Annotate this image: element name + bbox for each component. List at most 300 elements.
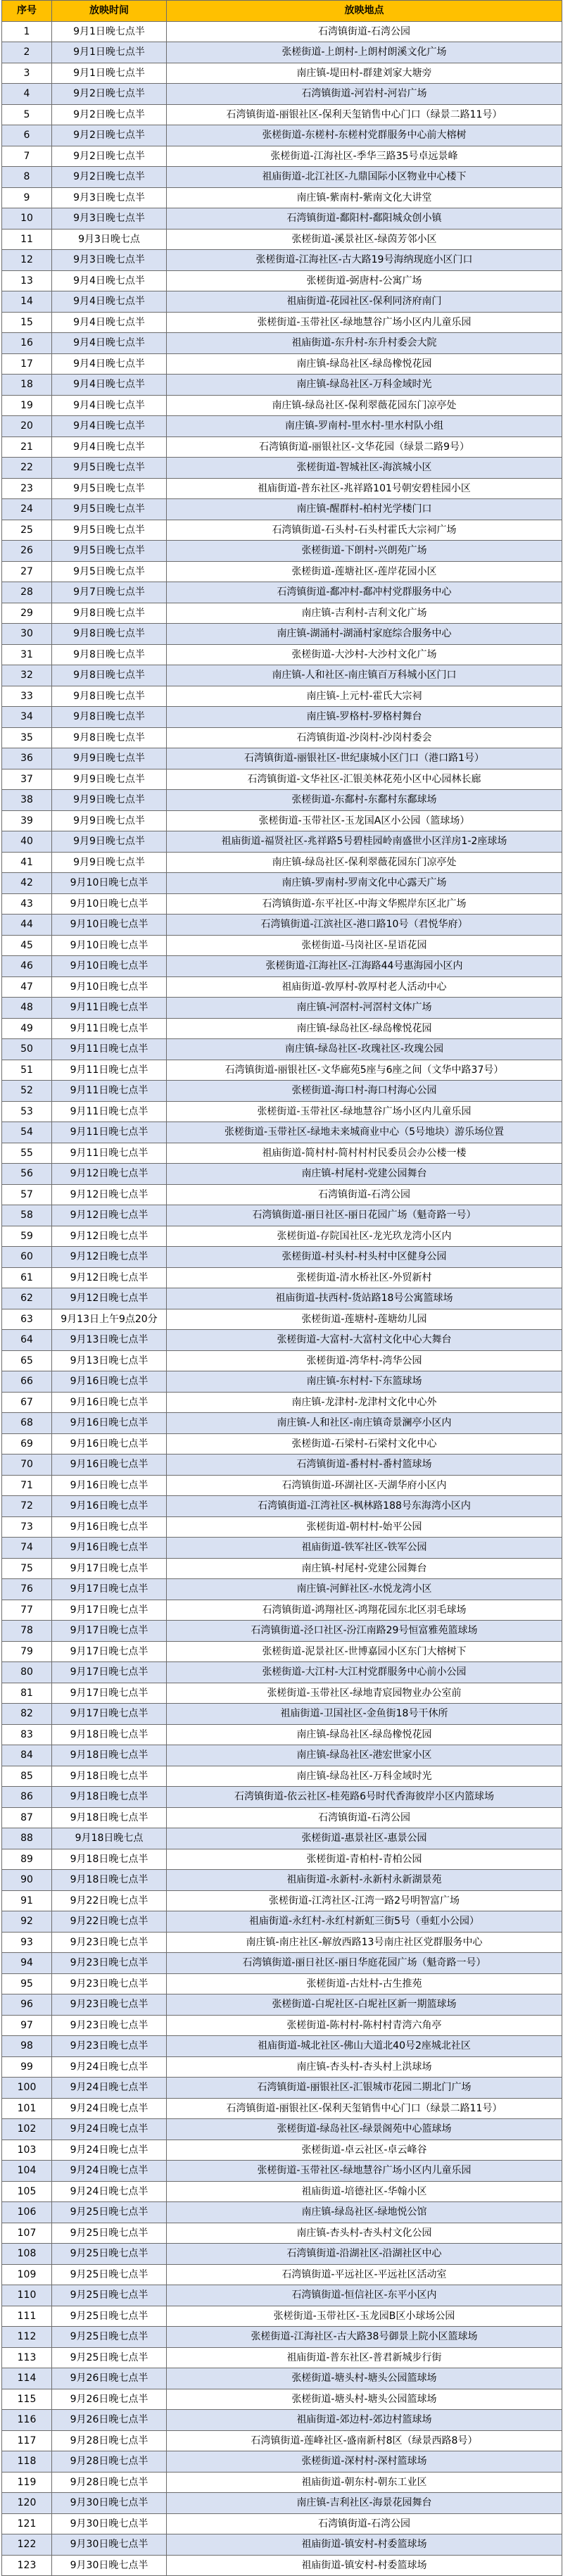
cell-location: 张槎街道-江海社区-古大路19号海纳现庭小区门口 [167, 250, 562, 271]
cell-time: 9月18日晚七点半 [52, 1766, 167, 1787]
cell-index: 76 [2, 1579, 52, 1600]
cell-index: 11 [2, 229, 52, 250]
cell-time: 9月24日晚七点半 [52, 2181, 167, 2202]
cell-index: 25 [2, 520, 52, 541]
cell-location: 南庄镇-绿岛社区-万科金域时光 [167, 1766, 562, 1787]
table-row [2, 229, 562, 250]
table-row [2, 2451, 562, 2473]
cell-location: 石湾镇街道-东平社区-中海文华熙岸东区北广场 [167, 893, 562, 915]
cell-index: 10 [2, 208, 52, 230]
cell-time: 9月10日晚七点半 [52, 873, 167, 894]
cell-time: 9月12日晚七点半 [52, 1288, 167, 1309]
cell-index: 20 [2, 416, 52, 437]
cell-index: 38 [2, 790, 52, 811]
cell-time: 9月1日晚七点半 [52, 21, 167, 42]
cell-time: 9月17日晚七点半 [52, 1641, 167, 1662]
cell-time: 9月4日晚七点半 [52, 375, 167, 396]
cell-location: 张槎街道-东槎村-东槎村党群服务中心前大榕树 [167, 125, 562, 146]
cell-time: 9月25日晚七点半 [52, 2285, 167, 2306]
cell-time: 9月18日晚七点半 [52, 1724, 167, 1745]
cell-index: 35 [2, 727, 52, 748]
cell-index: 24 [2, 499, 52, 520]
table-row [2, 1807, 562, 1828]
cell-time: 9月8日晚七点半 [52, 665, 167, 686]
cell-location: 张槎街道-白坭社区-白坭社区新一期篮球场 [167, 1994, 562, 2016]
table-row [2, 21, 562, 42]
cell-index: 92 [2, 1911, 52, 1933]
table-row [2, 1724, 562, 1745]
cell-time: 9月5日晚七点半 [52, 520, 167, 541]
cell-location: 张槎街道-大富村-大富村文化中心大舞台 [167, 1330, 562, 1351]
table-row [2, 2264, 562, 2285]
cell-time: 9月10日晚七点半 [52, 893, 167, 915]
cell-time: 9月24日晚七点半 [52, 2078, 167, 2099]
cell-location: 张槎街道-湾华村-湾华公园 [167, 1350, 562, 1371]
table-row [2, 810, 562, 831]
table-row [2, 2368, 562, 2389]
cell-index: 116 [2, 2410, 52, 2431]
cell-time: 9月4日晚七点半 [52, 416, 167, 437]
cell-location: 南庄镇-罗南村-罗南文化中心露天广场 [167, 873, 562, 894]
cell-time: 9月4日晚七点半 [52, 353, 167, 375]
cell-index: 82 [2, 1704, 52, 1725]
cell-location: 祖庙街道-花园社区-保利同济府南门 [167, 291, 562, 313]
cell-location: 祖庙街道-培德社区-华翰小区 [167, 2181, 562, 2202]
cell-time: 9月17日晚七点半 [52, 1558, 167, 1579]
cell-location: 石湾镇街道-平远社区-平远社区活动室 [167, 2264, 562, 2285]
cell-time: 9月4日晚七点半 [52, 333, 167, 354]
cell-index: 104 [2, 2161, 52, 2182]
cell-time: 9月13日晚七点半 [52, 1330, 167, 1351]
cell-index: 17 [2, 353, 52, 375]
cell-time: 9月12日晚七点半 [52, 1267, 167, 1288]
cell-location: 祖庙街道-铁军社区-铁军公园 [167, 1538, 562, 1559]
table-row [2, 1994, 562, 2016]
table-row [2, 270, 562, 291]
table-row [2, 1496, 562, 1517]
cell-index: 15 [2, 312, 52, 333]
table-row [2, 1890, 562, 1911]
cell-index: 65 [2, 1350, 52, 1371]
cell-location: 南庄镇-吉利社区-海景花园舞台 [167, 2493, 562, 2514]
cell-location: 石湾镇街道-依云社区-桂苑路6号时代香海彼岸小区内篮球场 [167, 1787, 562, 1808]
cell-index: 54 [2, 1122, 52, 1143]
cell-time: 9月18日晚七点半 [52, 1745, 167, 1766]
cell-location: 张槎街道-江海社区-江海路44号惠海园小区内 [167, 956, 562, 977]
table-row [2, 831, 562, 853]
table-row [2, 2140, 562, 2161]
cell-time: 9月25日晚七点半 [52, 2264, 167, 2285]
cell-time: 9月26日晚七点半 [52, 2389, 167, 2410]
table-row [2, 1745, 562, 1766]
cell-index: 101 [2, 2098, 52, 2119]
table-row [2, 790, 562, 811]
table-row [2, 935, 562, 956]
cell-location: 南庄镇-绿岛社区-绿岛橡悦花园 [167, 1724, 562, 1745]
cell-location: 张槎街道-江海社区-季华三路35号卓远景峰 [167, 146, 562, 167]
table-row [2, 644, 562, 665]
cell-location: 石湾镇街道-丽日社区-丽日华庭花园广场（魁奇路一号） [167, 1953, 562, 1974]
table-row [2, 561, 562, 582]
cell-location: 石湾镇街道-丽银社区-保利天玺销售中心门口（绿景二路11号） [167, 2098, 562, 2119]
table-row [2, 541, 562, 562]
cell-index: 21 [2, 436, 52, 458]
cell-index: 45 [2, 935, 52, 956]
cell-index: 56 [2, 1164, 52, 1185]
cell-time: 9月8日晚七点半 [52, 603, 167, 624]
cell-time: 9月9日晚七点半 [52, 831, 167, 853]
cell-location: 张槎街道-青柏村-青柏公园 [167, 1849, 562, 1870]
cell-location: 张槎街道-塘头村-塘头公园篮球场 [167, 2368, 562, 2389]
cell-time: 9月28日晚七点半 [52, 2430, 167, 2451]
cell-index: 74 [2, 1538, 52, 1559]
table-row [2, 2015, 562, 2036]
cell-location: 张槎街道-东鄱村-东鄱村东鄱球场 [167, 790, 562, 811]
cell-location: 张槎街道-石梁村-石梁村文化中心 [167, 1433, 562, 1455]
cell-time: 9月11日晚七点半 [52, 1081, 167, 1102]
cell-index: 3 [2, 63, 52, 84]
table-row [2, 1184, 562, 1205]
cell-index: 39 [2, 810, 52, 831]
table-row [2, 436, 562, 458]
cell-location: 张槎街道-玉带社区-绿地慧谷广场小区内儿童乐园 [167, 2161, 562, 2182]
cell-time: 9月13日晚七点半 [52, 1350, 167, 1371]
cell-location: 祖庙街道-郊边村-郊边村篮球场 [167, 2410, 562, 2431]
table-row [2, 208, 562, 230]
cell-location: 南庄镇-杏头村-杏头村上洪球场 [167, 2056, 562, 2078]
cell-time: 9月16日晚七点半 [52, 1538, 167, 1559]
cell-time: 9月5日晚七点半 [52, 541, 167, 562]
cell-time: 9月8日晚七点半 [52, 624, 167, 645]
cell-time: 9月2日晚七点半 [52, 125, 167, 146]
cell-location: 张槎街道-卓云社区-卓云峰谷 [167, 2140, 562, 2161]
table-row [2, 2347, 562, 2368]
cell-index: 57 [2, 1184, 52, 1205]
cell-index: 5 [2, 104, 52, 125]
cell-time: 9月23日晚七点半 [52, 1973, 167, 1994]
cell-location: 石湾镇街道-石湾公园 [167, 1807, 562, 1828]
cell-location: 南庄镇-绿岛社区-万科金域时光 [167, 375, 562, 396]
table-row [2, 2098, 562, 2119]
cell-index: 94 [2, 1953, 52, 1974]
cell-index: 86 [2, 1787, 52, 1808]
table-row [2, 2306, 562, 2327]
cell-time: 9月23日晚七点半 [52, 2036, 167, 2057]
cell-location: 张槎街道-大江村-大江村党群服务中心前小公园 [167, 1662, 562, 1683]
cell-location: 张槎街道-古灶村-古生推苑 [167, 1973, 562, 1994]
cell-location: 南庄镇-村尾村-党建公园舞台 [167, 1164, 562, 1185]
cell-index: 55 [2, 1143, 52, 1164]
cell-index: 90 [2, 1870, 52, 1891]
cell-time: 9月16日晚七点半 [52, 1433, 167, 1455]
table-row [2, 291, 562, 313]
cell-time: 9月18日晚七点半 [52, 1849, 167, 1870]
cell-index: 93 [2, 1932, 52, 1953]
cell-location: 祖庙街道-镇安村-村委篮球场 [167, 2534, 562, 2556]
cell-location: 祖庙街道-简村村-简村村村民委员会办公楼一楼 [167, 1143, 562, 1164]
table-row [2, 1413, 562, 1434]
cell-location: 石湾镇街道-丽银社区-保利天玺销售中心门口（绿景二路11号） [167, 104, 562, 125]
cell-index: 40 [2, 831, 52, 853]
cell-time: 9月9日晚七点半 [52, 769, 167, 790]
cell-index: 81 [2, 1683, 52, 1704]
cell-time: 9月16日晚七点半 [52, 1516, 167, 1538]
cell-location: 南庄镇-龙津村-龙津村文化中心外 [167, 1392, 562, 1413]
cell-index: 33 [2, 686, 52, 707]
table-row [2, 2161, 562, 2182]
cell-index: 113 [2, 2347, 52, 2368]
cell-time: 9月3日晚七点半 [52, 250, 167, 271]
table-row [2, 187, 562, 208]
cell-location: 南庄镇-吉利村-吉利文化广场 [167, 603, 562, 624]
table-row [2, 2430, 562, 2451]
cell-time: 9月9日晚七点半 [52, 790, 167, 811]
cell-index: 53 [2, 1101, 52, 1122]
cell-location: 祖庙街道-永新村-永新村永新湖景苑 [167, 1870, 562, 1891]
cell-location: 石湾镇街道-丽日社区-丽日花园广场（魁奇路一号） [167, 1205, 562, 1226]
table-row [2, 1787, 562, 1808]
cell-location: 南庄镇-人和社区-南庄镇奇景澜亭小区内 [167, 1413, 562, 1434]
cell-location: 石湾镇街道-泾口社区-汾江南路29号恒富雅苑篮球场 [167, 1621, 562, 1642]
cell-index: 52 [2, 1081, 52, 1102]
cell-index: 22 [2, 458, 52, 479]
cell-index: 37 [2, 769, 52, 790]
table-row [2, 1579, 562, 1600]
cell-index: 118 [2, 2451, 52, 2473]
cell-location: 南庄镇-堤田村-群建刘家大塘旁 [167, 63, 562, 84]
table-row [2, 2389, 562, 2410]
cell-index: 36 [2, 748, 52, 769]
table-row [2, 1018, 562, 1039]
table-row [2, 1849, 562, 1870]
cell-index: 31 [2, 644, 52, 665]
table-row [2, 976, 562, 998]
cell-time: 9月17日晚七点半 [52, 1662, 167, 1683]
cell-location: 祖庙街道-永红村-永红村新虹三街5号（垂虹小公园） [167, 1911, 562, 1933]
cell-index: 9 [2, 187, 52, 208]
cell-index: 115 [2, 2389, 52, 2410]
cell-time: 9月17日晚七点半 [52, 1600, 167, 1621]
header-index: 序号 [2, 1, 52, 22]
cell-index: 85 [2, 1766, 52, 1787]
table-row [2, 1953, 562, 1974]
cell-location: 张槎街道-溪景社区-绿茵芳邻小区 [167, 229, 562, 250]
cell-index: 105 [2, 2181, 52, 2202]
cell-time: 9月24日晚七点半 [52, 2056, 167, 2078]
cell-time: 9月25日晚七点半 [52, 2347, 167, 2368]
cell-location: 石湾镇街道-番村村-番村篮球场 [167, 1455, 562, 1476]
cell-location: 南庄镇-绿岛社区-绿岛橡悦花园 [167, 353, 562, 375]
cell-index: 29 [2, 603, 52, 624]
cell-index: 51 [2, 1060, 52, 1081]
table-row [2, 2493, 562, 2514]
table-row [2, 1433, 562, 1455]
table-row [2, 873, 562, 894]
table-row [2, 1267, 562, 1288]
cell-location: 石湾镇街道-莲峰社区-盛南新村8区（绿景西路8号） [167, 2430, 562, 2451]
cell-time: 9月25日晚七点半 [52, 2327, 167, 2348]
cell-location: 石湾镇街道-鄱冲村-鄱冲村党群服务中心 [167, 582, 562, 603]
cell-time: 9月10日晚七点半 [52, 935, 167, 956]
table-row [2, 707, 562, 728]
cell-location: 南庄镇-河滘村-河滘村文体广场 [167, 998, 562, 1019]
cell-index: 62 [2, 1288, 52, 1309]
cell-location: 张槎街道-下朗村-兴朗苑广场 [167, 541, 562, 562]
cell-time: 9月2日晚七点半 [52, 104, 167, 125]
cell-time: 9月25日晚七点半 [52, 2244, 167, 2265]
table-row [2, 1641, 562, 1662]
table-row [2, 1330, 562, 1351]
cell-index: 32 [2, 665, 52, 686]
cell-time: 9月30日晚七点半 [52, 2555, 167, 2576]
cell-index: 49 [2, 1018, 52, 1039]
cell-index: 46 [2, 956, 52, 977]
cell-index: 69 [2, 1433, 52, 1455]
cell-location: 南庄镇-绿岛社区-绿地悦公馆 [167, 2202, 562, 2223]
table-row [2, 1392, 562, 1413]
cell-location: 祖庙街道-朝东村-朝东工业区 [167, 2472, 562, 2493]
cell-index: 13 [2, 270, 52, 291]
cell-index: 41 [2, 852, 52, 873]
cell-index: 122 [2, 2534, 52, 2556]
cell-location: 南庄镇-绿岛社区-绿岛橡悦花园 [167, 1018, 562, 1039]
cell-index: 88 [2, 1828, 52, 1849]
table-row [2, 167, 562, 188]
cell-time: 9月25日晚七点半 [52, 2306, 167, 2327]
cell-time: 9月10日晚七点半 [52, 976, 167, 998]
cell-index: 100 [2, 2078, 52, 2099]
table-row [2, 1973, 562, 1994]
table-row [2, 104, 562, 125]
cell-index: 2 [2, 42, 52, 63]
cell-location: 祖庙街道-北江社区-九鼎国际小区物业中心楼下 [167, 167, 562, 188]
cell-index: 87 [2, 1807, 52, 1828]
cell-index: 109 [2, 2264, 52, 2285]
table-row [2, 1081, 562, 1102]
cell-time: 9月24日晚七点半 [52, 2119, 167, 2140]
cell-time: 9月17日晚七点半 [52, 1579, 167, 1600]
table-row [2, 2285, 562, 2306]
table-row [2, 478, 562, 499]
table-row [2, 1143, 562, 1164]
cell-index: 68 [2, 1413, 52, 1434]
cell-location: 张槎街道-玉带社区-玉龙园B区小球场公园 [167, 2306, 562, 2327]
cell-location: 南庄镇-绿岛社区-港宏世家小区 [167, 1745, 562, 1766]
cell-time: 9月2日晚七点半 [52, 167, 167, 188]
cell-time: 9月23日晚七点半 [52, 1953, 167, 1974]
header-location: 放映地点 [167, 1, 562, 22]
cell-location: 张槎街道-泥景社区-世博嘉园小区东门大榕树下 [167, 1641, 562, 1662]
table-row [2, 893, 562, 915]
cell-index: 108 [2, 2244, 52, 2265]
cell-time: 9月24日晚七点半 [52, 2098, 167, 2119]
cell-index: 120 [2, 2493, 52, 2514]
cell-location: 祖庙街道-普东社区-兆祥路101号朝安碧桂园小区 [167, 478, 562, 499]
cell-index: 78 [2, 1621, 52, 1642]
table-row [2, 2181, 562, 2202]
cell-time: 9月1日晚七点半 [52, 42, 167, 63]
cell-time: 9月9日晚七点半 [52, 748, 167, 769]
cell-time: 9月23日晚七点半 [52, 1932, 167, 1953]
cell-time: 9月23日晚七点半 [52, 1994, 167, 2016]
cell-location: 张槎街道-存院国社区-龙光玖龙湾小区内 [167, 1226, 562, 1247]
cell-index: 107 [2, 2223, 52, 2244]
header-row [2, 1, 562, 22]
table-row [2, 1538, 562, 1559]
table-row [2, 1475, 562, 1496]
cell-time: 9月16日晚七点半 [52, 1475, 167, 1496]
cell-index: 64 [2, 1330, 52, 1351]
table-row [2, 2078, 562, 2099]
table-row [2, 395, 562, 416]
cell-time: 9月9日晚七点半 [52, 852, 167, 873]
cell-time: 9月17日晚七点半 [52, 1621, 167, 1642]
cell-location: 祖庙街道-镇安村-村委篮球场 [167, 2555, 562, 2576]
cell-location: 祖庙街道-敦厚村-敦厚村老人活动中心 [167, 976, 562, 998]
table-row [2, 956, 562, 977]
cell-location: 张槎街道-江海社区-古大路38号御景上院小区篮球场 [167, 2327, 562, 2348]
cell-time: 9月8日晚七点半 [52, 686, 167, 707]
cell-index: 75 [2, 1558, 52, 1579]
cell-location: 石湾镇街道-石湾公园 [167, 21, 562, 42]
cell-time: 9月26日晚七点半 [52, 2410, 167, 2431]
cell-location: 张槎街道-玉带社区-绿地慧谷广场小区内儿童乐园 [167, 312, 562, 333]
cell-index: 42 [2, 873, 52, 894]
cell-time: 9月16日晚七点半 [52, 1371, 167, 1393]
cell-index: 16 [2, 333, 52, 354]
cell-index: 19 [2, 395, 52, 416]
cell-time: 9月4日晚七点半 [52, 395, 167, 416]
cell-location: 祖庙街道-普东社区-普君新城步行街 [167, 2347, 562, 2368]
cell-index: 97 [2, 2015, 52, 2036]
cell-index: 59 [2, 1226, 52, 1247]
cell-time: 9月7日晚七点半 [52, 582, 167, 603]
table-row [2, 1226, 562, 1247]
cell-time: 9月16日晚七点半 [52, 1496, 167, 1517]
cell-time: 9月3日晚七点半 [52, 187, 167, 208]
cell-location: 南庄镇-湖涌村-湖涌村家庭综合服务中心 [167, 624, 562, 645]
cell-location: 石湾镇街道-丽银社区-汇银城市花园二期北门广场 [167, 2078, 562, 2099]
cell-time: 9月18日晚七点半 [52, 1807, 167, 1828]
table-row [2, 1704, 562, 1725]
cell-time: 9月1日晚七点半 [52, 63, 167, 84]
table-row [2, 1766, 562, 1787]
cell-time: 9月11日晚七点半 [52, 1122, 167, 1143]
table-row [2, 1870, 562, 1891]
cell-index: 6 [2, 125, 52, 146]
cell-index: 71 [2, 1475, 52, 1496]
cell-time: 9月5日晚七点半 [52, 478, 167, 499]
cell-time: 9月18日晚七点半 [52, 1870, 167, 1891]
cell-index: 73 [2, 1516, 52, 1538]
cell-index: 110 [2, 2285, 52, 2306]
cell-time: 9月22日晚七点半 [52, 1890, 167, 1911]
header-time: 放映时间 [52, 1, 167, 22]
cell-time: 9月3日晚七点 [52, 229, 167, 250]
cell-index: 26 [2, 541, 52, 562]
cell-time: 9月4日晚七点半 [52, 436, 167, 458]
cell-location: 石湾镇街道-石头村-石头村霍氏大宗祠广场 [167, 520, 562, 541]
table-row [2, 1122, 562, 1143]
cell-time: 9月25日晚七点半 [52, 2202, 167, 2223]
table-row [2, 769, 562, 790]
cell-index: 60 [2, 1247, 52, 1268]
cell-location: 石湾镇街道-沙岗村-沙岗村委会 [167, 727, 562, 748]
cell-time: 9月28日晚七点半 [52, 2472, 167, 2493]
cell-index: 96 [2, 1994, 52, 2016]
cell-location: 祖庙街道-福贤社区-兆祥路5号碧桂园岭南盛世小区洋房1-2座球场 [167, 831, 562, 853]
cell-time: 9月3日晚七点半 [52, 208, 167, 230]
